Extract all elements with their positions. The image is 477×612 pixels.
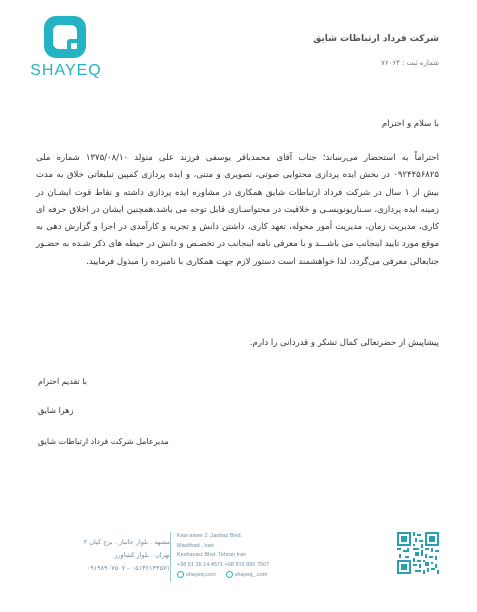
- company-name: شرکت فرداد ارتباطات شایق: [313, 34, 439, 44]
- logo-wordmark: SHAYEQ: [30, 62, 102, 79]
- logo-mark-icon: [26, 14, 106, 64]
- instagram-link[interactable]: [177, 571, 216, 581]
- en-address-line: Kian tower 2 ,Janbaz Blvd.: [177, 533, 243, 539]
- footer: [0, 520, 477, 612]
- qr-code-icon: [397, 532, 439, 574]
- signer-title: مدیرعامل شرکت فرداد ارتباطات شایق: [38, 437, 169, 446]
- instagram-label: shayeq.com: [186, 572, 216, 578]
- closing-line: پیشاپیش از حضرتعالی کمال تشکر و قدردانی را دارم.: [249, 338, 439, 348]
- social-links: [177, 571, 269, 581]
- footer-persian-address: [84, 536, 170, 575]
- website-label: shayeq_.com: [234, 572, 268, 578]
- en-address-line: Keshavarz Blvd. Tehran Iran: [177, 552, 246, 558]
- instagram-icon: [177, 571, 184, 578]
- signoff-text: با تقدیم احترام: [38, 377, 87, 386]
- en-address-line: Mashhad , Iran: [177, 542, 214, 549]
- footer-divider: [170, 532, 171, 582]
- letter-body: احتراماً به استحضار می‌رساند؛ جناب آقای محمدباقر یوسفی فرزند علی متولد ۱۳۷۵/۰۸/۱۰ شماره ملی ۰۹۲۴۴۵۶۸۲۵ در بخش ایده پردازی محتوایی صوتی، تصویری و متنی، و ایده پردازی کمپین تبلیغاتی خلاق به مدت بیش از ۱ سال در شرکت فرداد ارتباطات شایق همکاری در مشاوره ایده پردازی داشته و نقاط قوت ایشـان در زمینه ایده پردازی، سـناریونویسـی و خلاقیت در محتواسـازی قابل توجه می باشد.همچنین ایشان در اخلاق حرفه ای کاری، مدیریت زمان، مدیریت أمور محوله، تعهد کاری، داشتن دانش و تجربه و کارآمدی در اجرا و گزارش دهی به موقع مورد تایید اینجانب می باشـــد و با معرفی نامه اینجانب در تخصـص و دانش در حیطه های ذکر شـده به حضـور جنابعالی معرفی می‌گردد، لذا خواهشمند است دستور لازم جهت همکاری با نامبرده را مبذول فرمایید.: [36, 153, 439, 267]
- fa-phones: ۰۵۱۳۶۱۴۴۵۷۱ - ۰۹۱۹۸۹۰۷۵۰۷: [86, 564, 170, 572]
- website-link[interactable]: [226, 571, 268, 581]
- greeting: با سلام و احترام: [381, 119, 439, 129]
- signer-name: زهرا شایق: [38, 406, 74, 415]
- footer-english-address: [177, 532, 269, 581]
- globe-icon: [226, 571, 233, 578]
- registration-number: شماره ثبت : ۷۶۰۶۴: [381, 59, 439, 67]
- fa-address-line: مشهد . بلوار جانباز . برج کیان ۲: [83, 538, 170, 546]
- company-logo: [26, 14, 106, 79]
- fa-address-line: تهران . بلوار کشاورز: [114, 551, 170, 559]
- en-phones: +98 51 36 14 4571 +98 919 890 7507: [177, 561, 270, 568]
